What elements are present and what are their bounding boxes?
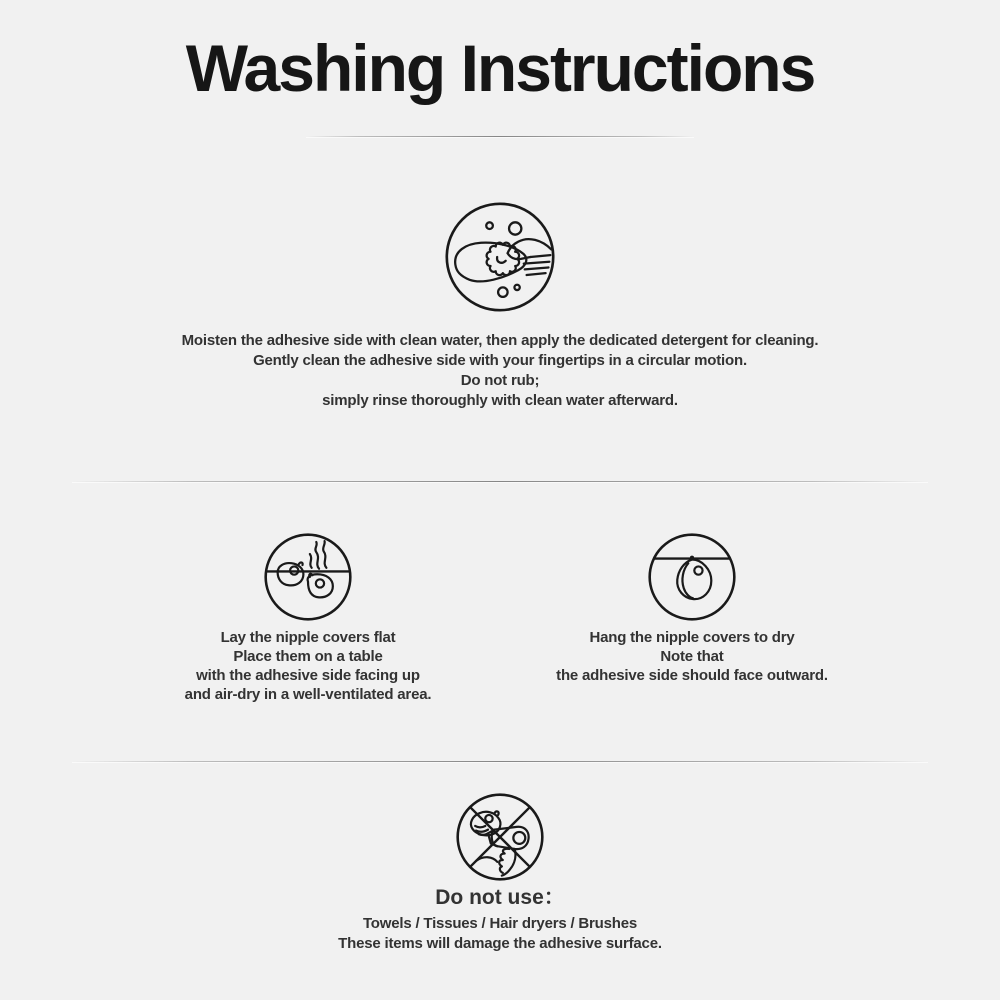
lay-flat-instructions	[116, 628, 500, 704]
lay-flat-column	[116, 531, 500, 704]
instruction-line: Note that	[660, 648, 724, 665]
page-title: Washing Instructions	[185, 31, 815, 105]
title-divider	[306, 136, 694, 137]
instruction-line: the adhesive side should face outward.	[556, 667, 828, 684]
section-hand-wash	[0, 200, 1000, 411]
instruction-line: Moisten the adhesive side with clean water, then apply the dedicated detergent for cleaning.	[181, 332, 819, 349]
hand-washing-icon	[443, 200, 557, 314]
instruction-line: Towels / Tissues / Hair dryers / Brushes	[362, 915, 638, 932]
instruction-line: and air-dry in a well-ventilated area.	[184, 686, 432, 703]
instruction-line: Gently clean the adhesive side with your fingertips in a circular motion.	[253, 352, 747, 369]
section-divider-2	[72, 761, 928, 762]
no-hair-dryer-icon	[454, 791, 546, 883]
instruction-line: Lay the nipple covers flat	[220, 629, 396, 646]
instruction-line: Hang the nipple covers to dry	[589, 629, 795, 646]
hang-dry-column	[500, 531, 884, 704]
instruction-line: simply rinse thoroughly with clean water afterward.	[322, 392, 678, 409]
section-divider-1	[72, 481, 928, 482]
section-do-not-use	[0, 791, 1000, 953]
instruction-line: Do not rub;	[460, 372, 540, 389]
section-drying	[116, 531, 884, 704]
instruction-line: with the adhesive side facing up	[196, 667, 420, 684]
lay-flat-dry-icon	[262, 531, 354, 623]
instruction-line: Place them on a table	[233, 648, 383, 665]
instruction-line: These items will damage the adhesive surface.	[338, 934, 662, 952]
do-not-use-heading: Do not use：	[435, 886, 565, 909]
do-not-use-details	[0, 914, 1000, 953]
hand-wash-instructions	[0, 331, 1000, 411]
hang-dry-instructions	[500, 628, 884, 685]
hang-dry-icon	[646, 531, 738, 623]
